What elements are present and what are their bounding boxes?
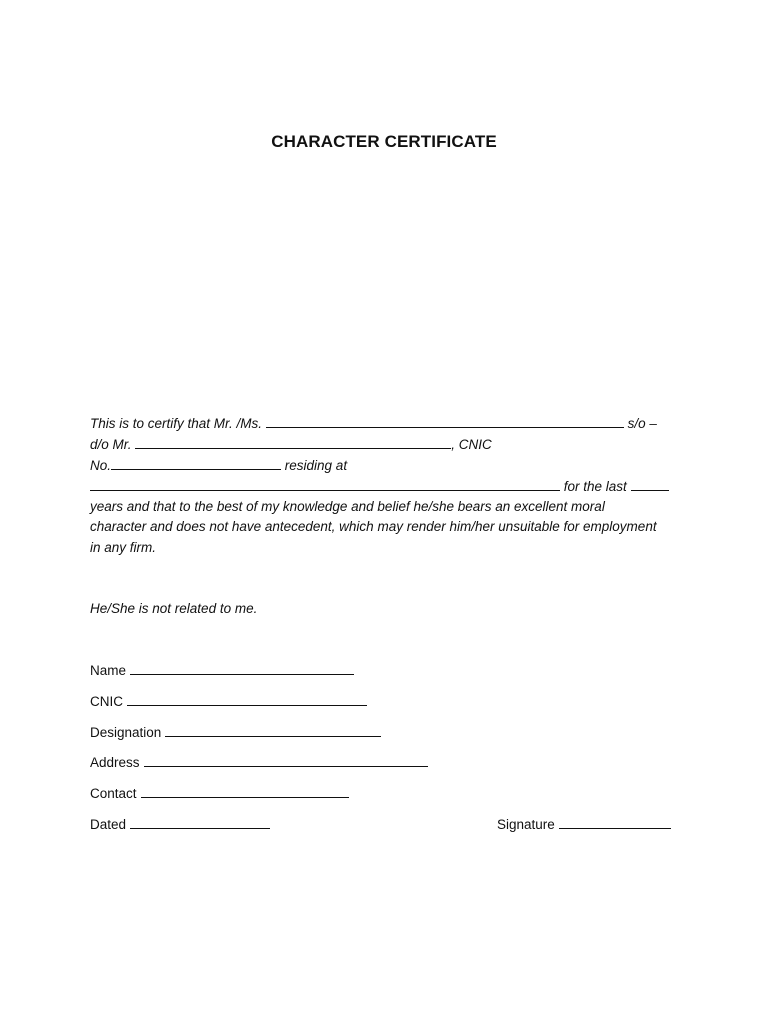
paragraph-line-2: [90, 434, 492, 455]
name-blank[interactable]: [266, 413, 624, 428]
cnic-number-blank[interactable]: [111, 455, 281, 470]
years-blank[interactable]: [631, 476, 669, 491]
paragraph-line-7: in any firm.: [90, 540, 157, 555]
cnic-text: , CNIC: [451, 437, 492, 452]
certify-text: This is to certify that Mr. /Ms.: [90, 416, 263, 431]
signature-field: [497, 814, 671, 835]
designation-line[interactable]: [165, 722, 381, 737]
cnic-label: CNIC: [90, 694, 123, 709]
dated-label: Dated: [90, 817, 127, 832]
no-text: No.: [90, 458, 112, 473]
signature-line[interactable]: [559, 814, 671, 829]
residence-blank[interactable]: [90, 476, 560, 491]
paragraph-line-6: character and does not have antecedent, which may render him/her unsuitable for employment: [90, 519, 657, 534]
name-line[interactable]: [130, 660, 354, 675]
certificate-title: CHARACTER CERTIFICATE: [271, 132, 497, 151]
contact-line[interactable]: [141, 783, 349, 798]
paragraph-line-1: [90, 413, 657, 434]
paragraph-line-4: [90, 476, 669, 497]
cnic-line[interactable]: [127, 691, 367, 706]
name-field: [90, 660, 354, 681]
paragraph-line-3: [90, 455, 347, 476]
father-name-blank[interactable]: [135, 434, 451, 449]
designation-label: Designation: [90, 725, 162, 740]
contact-field: [90, 783, 349, 804]
address-line[interactable]: [144, 752, 428, 767]
address-label: Address: [90, 755, 140, 770]
contact-label: Contact: [90, 786, 137, 801]
paragraph-line-5: years and that to the best of my knowledge and belief he/she bears an excellent moral: [90, 499, 605, 514]
father-text: d/o Mr.: [90, 437, 132, 452]
dated-field: [90, 814, 270, 835]
cnic-field: [90, 691, 367, 712]
address-field: [90, 752, 428, 773]
residing-text: residing at: [284, 458, 348, 473]
designation-field: [90, 722, 381, 743]
relation-statement: He/She is not related to me.: [90, 601, 258, 616]
name-label: Name: [90, 663, 127, 678]
dated-line[interactable]: [130, 814, 270, 829]
relation-text: s/o –: [627, 416, 657, 431]
signature-label: Signature: [497, 817, 555, 832]
for-the-last-text: for the last: [563, 479, 627, 494]
